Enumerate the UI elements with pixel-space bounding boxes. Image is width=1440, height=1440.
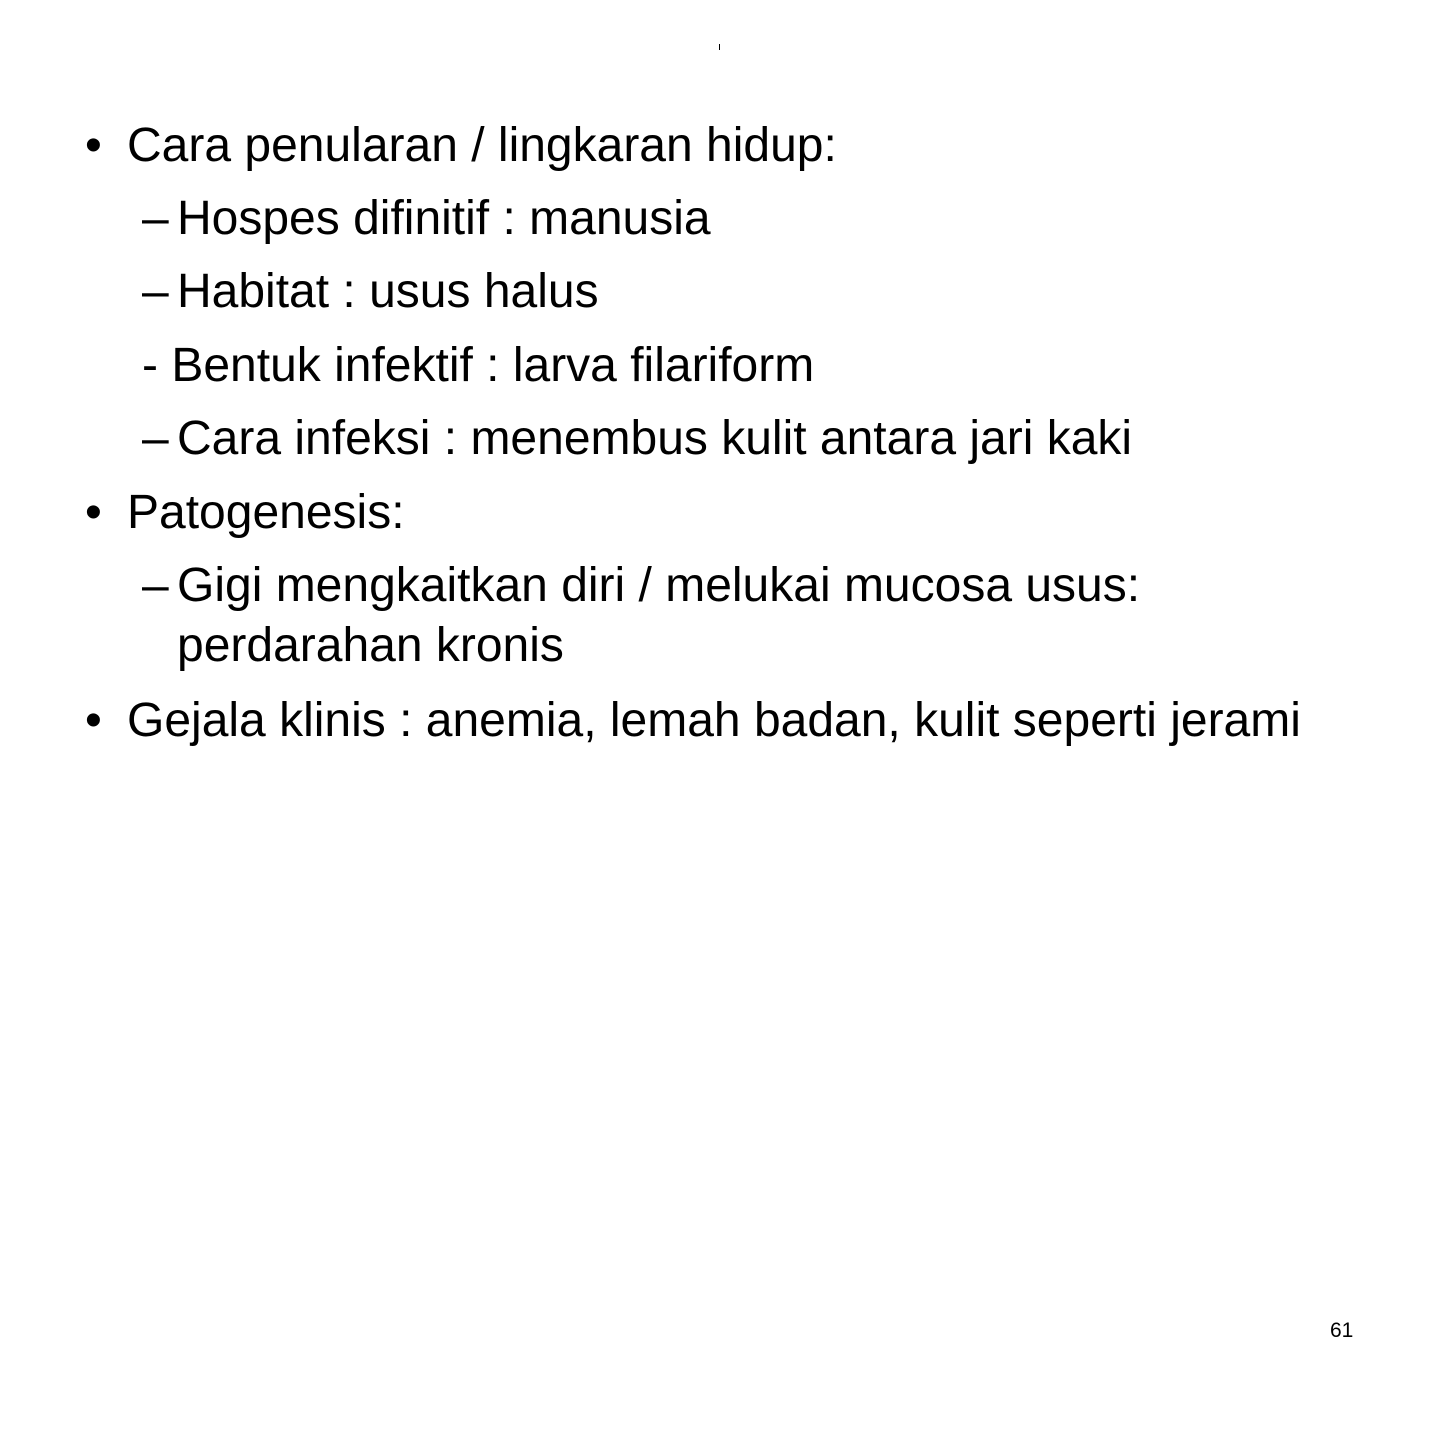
bullet-text-cara-penularan: Cara penularan / lingkaran hidup: [127, 119, 837, 172]
sub-item-cara-infeksi: Cara infeksi : menembus kulit antara jari kaki [177, 412, 1133, 465]
sub-item-bentuk-infektif: - Bentuk infektif : larva filariform [142, 339, 815, 392]
sub-item-habitat: Habitat : usus halus [177, 265, 599, 318]
bullet-marker: • [85, 694, 102, 747]
dash-marker: – [142, 265, 169, 318]
bullet-text-gejala-klinis: Gejala klinis : anemia, lemah badan, kulit seperti jerami [127, 694, 1301, 747]
dash-marker: – [142, 412, 169, 465]
sub-item-gigi: Gigi mengkaitkan diri / melukai mucosa usus: [177, 559, 1141, 612]
bullet-marker: • [85, 486, 102, 539]
dash-marker: – [142, 559, 169, 612]
sub-item-gigi-continuation: perdarahan kronis [177, 619, 564, 672]
header-tick-mark [719, 44, 720, 50]
bullet-text-patogenesis: Patogenesis: [127, 486, 405, 539]
page-number: 61 [1330, 1319, 1354, 1342]
bullet-marker: • [85, 119, 102, 172]
sub-item-hospes: Hospes difinitif : manusia [177, 192, 711, 245]
dash-marker: – [142, 192, 169, 245]
